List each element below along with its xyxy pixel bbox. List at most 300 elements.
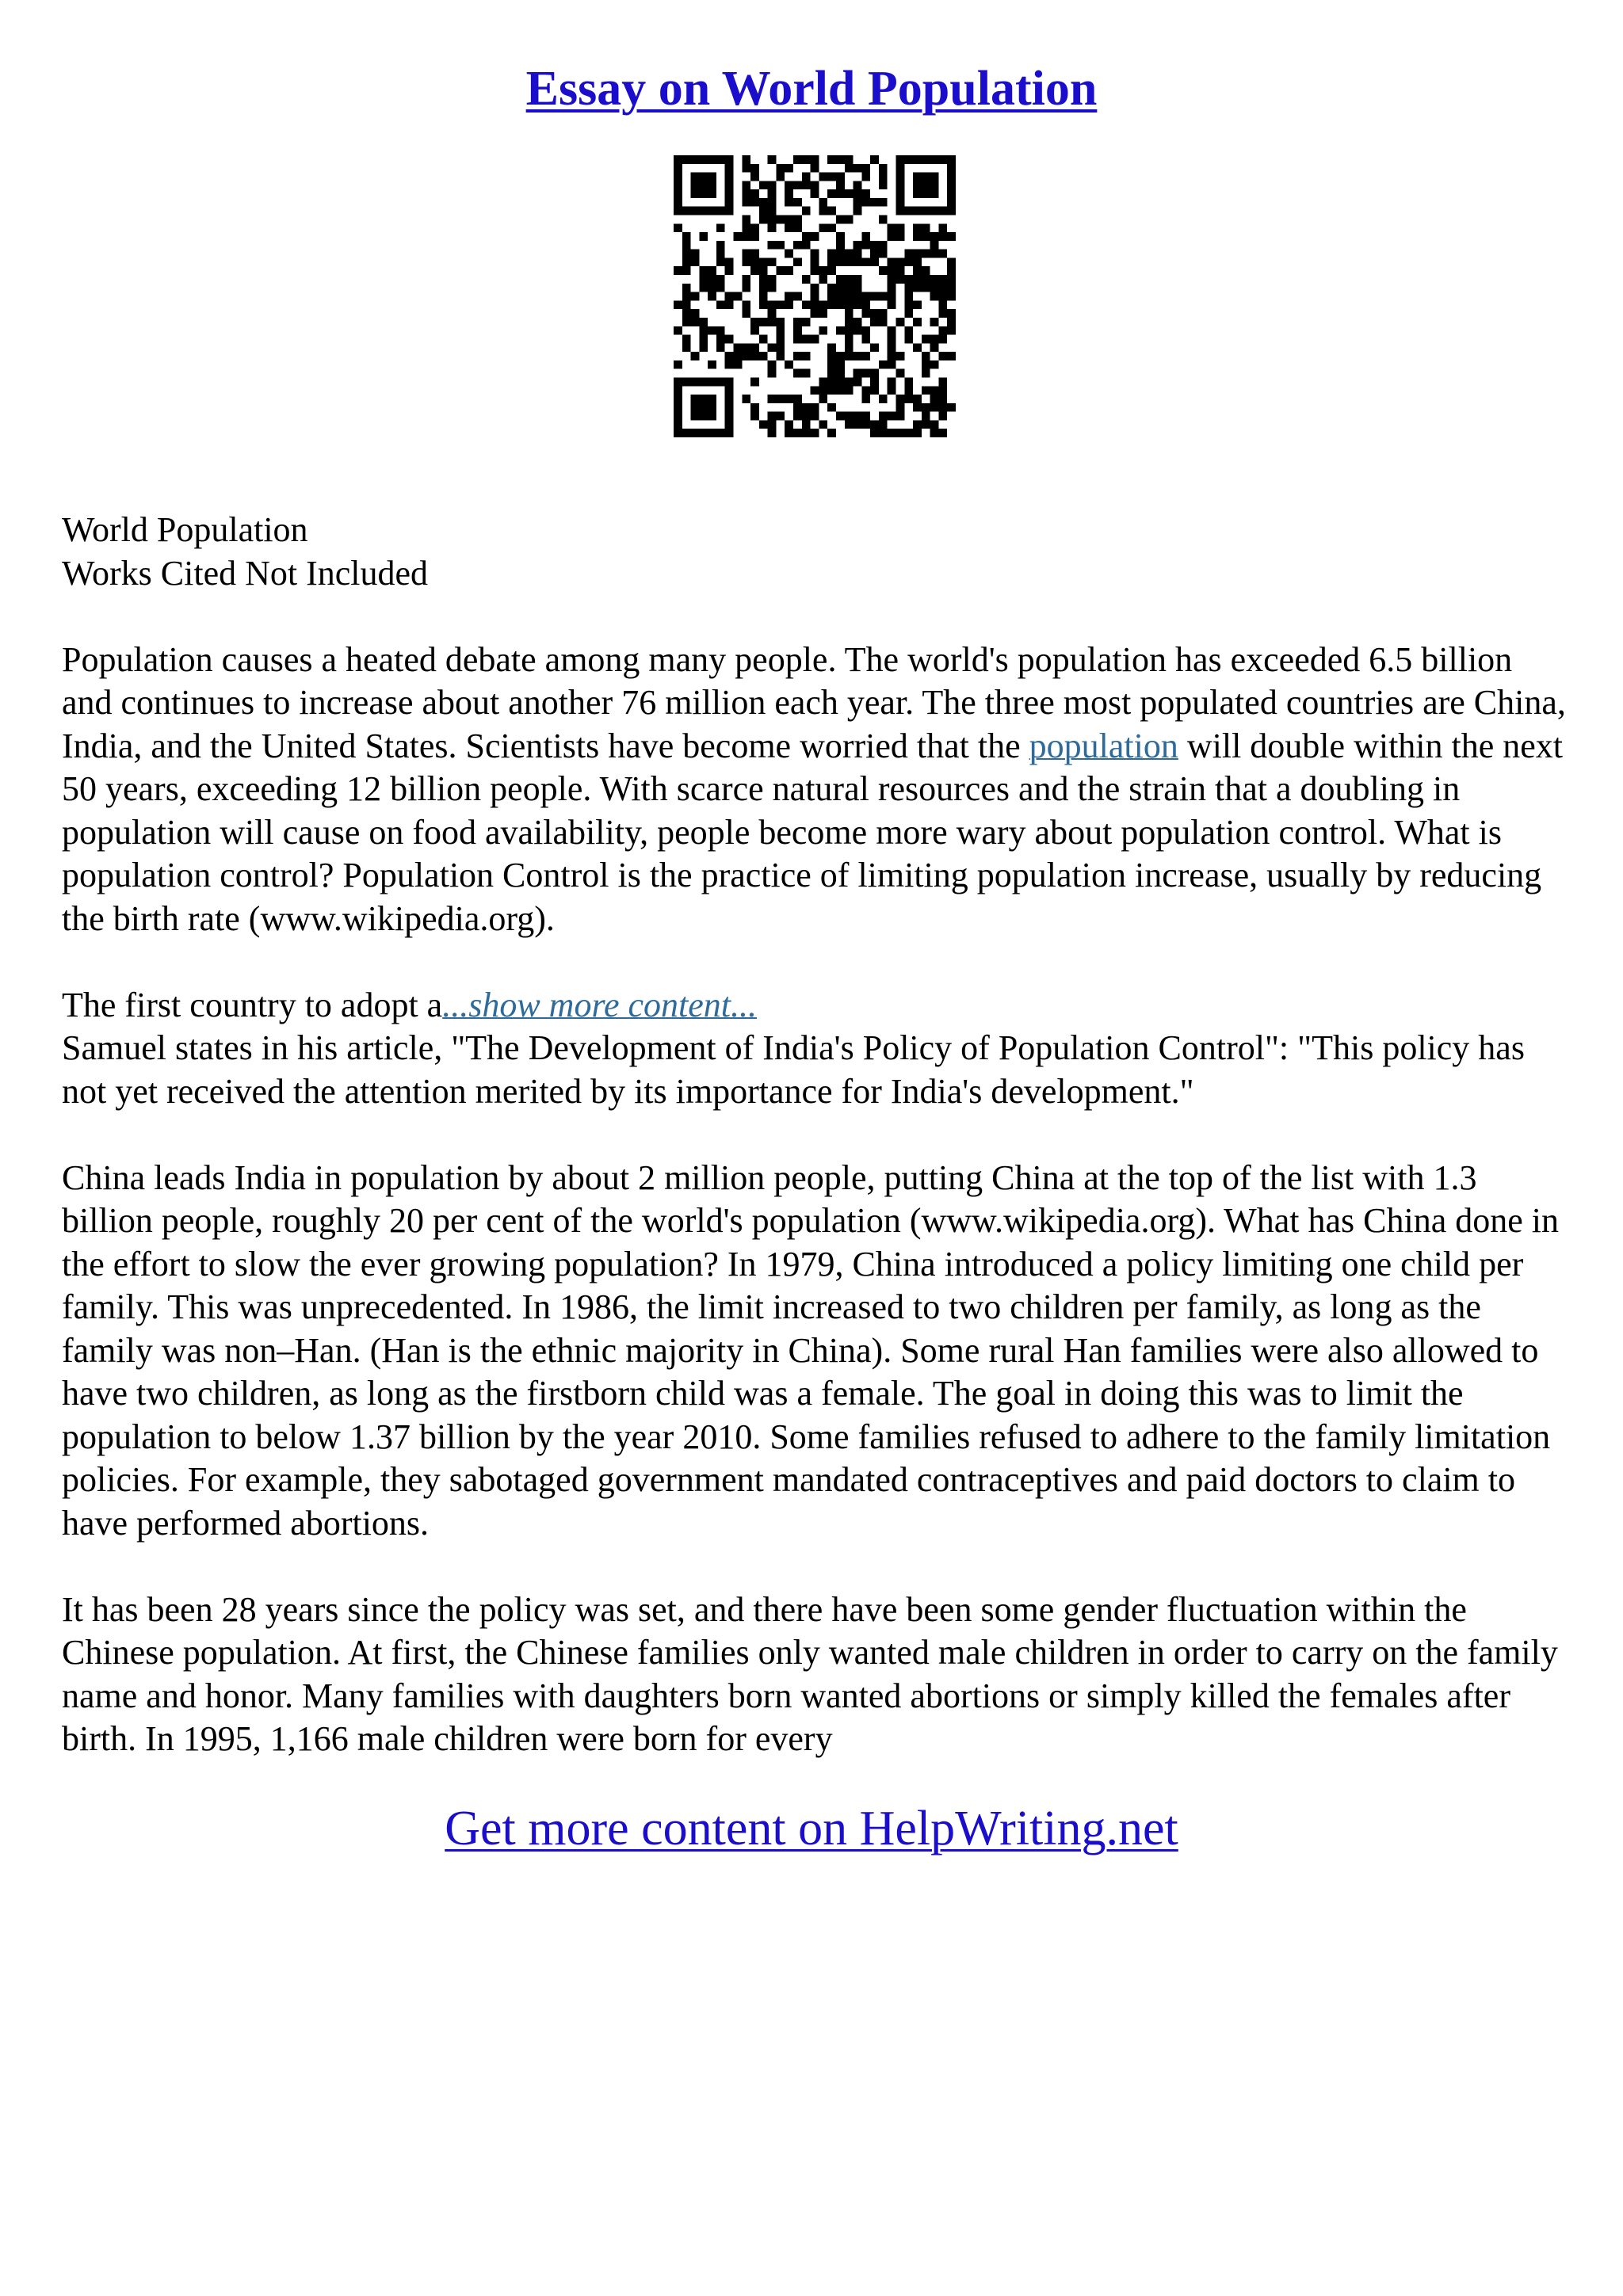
qr-module (750, 343, 759, 352)
qr-module (768, 198, 777, 207)
qr-module (674, 300, 682, 309)
qr-module (854, 420, 862, 429)
qr-module (827, 343, 836, 352)
qr-module (725, 395, 734, 403)
qr-module (750, 250, 759, 258)
qr-module (793, 412, 802, 421)
qr-module (674, 386, 682, 395)
qr-module (913, 173, 922, 181)
qr-module (896, 352, 904, 360)
qr-module (691, 155, 700, 164)
qr-module (699, 326, 708, 335)
qr-module (674, 198, 682, 207)
qr-module (699, 232, 708, 241)
qr-module (904, 395, 913, 403)
heading-note: Works Cited Not Included (62, 553, 429, 593)
qr-module (896, 155, 904, 164)
qr-module (785, 250, 793, 258)
qr-module (750, 266, 759, 275)
qr-module (682, 292, 691, 301)
qr-module (904, 250, 913, 258)
qr-module (938, 395, 947, 403)
qr-module (888, 292, 896, 301)
qr-module (896, 275, 904, 284)
qr-module (768, 300, 777, 309)
qr-module (785, 223, 793, 232)
qr-module (845, 215, 854, 224)
qr-module (716, 155, 725, 164)
qr-module (913, 232, 922, 241)
qr-module (896, 232, 904, 241)
qr-module (802, 232, 811, 241)
qr-module (854, 318, 862, 326)
qr-module (913, 420, 922, 429)
qr-module (682, 335, 691, 344)
qr-module (674, 420, 682, 429)
qr-module (930, 275, 939, 284)
qr-module (836, 189, 845, 198)
qr-module (888, 232, 896, 241)
qr-module (836, 257, 845, 266)
qr-module (938, 223, 947, 232)
qr-module (870, 292, 879, 301)
qr-module (716, 300, 725, 309)
qr-module (870, 250, 879, 258)
qr-module (947, 257, 956, 266)
paragraph-2 (62, 984, 1568, 1114)
qr-module (861, 326, 870, 335)
qr-module (845, 420, 854, 429)
qr-module (854, 275, 862, 284)
qr-module (725, 266, 734, 275)
qr-module (708, 266, 716, 275)
qr-module (836, 386, 845, 395)
qr-module (682, 284, 691, 292)
paragraph-2-rest: Samuel states in his article, "The Development of India's Policy of Population Control": "This policy has not yet received the attention merited by its importance for India's development." (62, 1028, 1525, 1111)
qr-module (750, 173, 759, 181)
qr-module (725, 403, 734, 412)
qr-module (819, 275, 827, 284)
qr-module (819, 198, 827, 207)
qr-module (819, 309, 827, 318)
qr-module (947, 189, 956, 198)
qr-module (879, 360, 888, 369)
qr-module (836, 352, 845, 360)
qr-module (725, 429, 734, 437)
qr-module (750, 377, 759, 386)
qr-module (682, 377, 691, 386)
qr-module (793, 215, 802, 224)
qr-module (861, 352, 870, 360)
qr-module (913, 318, 922, 326)
qr-module (870, 241, 879, 250)
qr-module (682, 429, 691, 437)
qr-module (716, 275, 725, 284)
qr-module (691, 377, 700, 386)
qr-module (845, 155, 854, 164)
qr-module (827, 369, 836, 378)
qr-module (947, 284, 956, 292)
qr-module (888, 223, 896, 232)
qr-module (930, 420, 939, 429)
qr-module (674, 360, 682, 369)
qr-module (930, 318, 939, 326)
qr-module (734, 352, 743, 360)
qr-module (708, 360, 716, 369)
qr-module (759, 275, 768, 284)
qr-module (802, 300, 811, 309)
qr-module (827, 189, 836, 198)
qr-module (708, 181, 716, 189)
qr-module (682, 309, 691, 318)
qr-module (768, 343, 777, 352)
qr-module (922, 360, 930, 369)
qr-module (682, 241, 691, 250)
qr-module (725, 360, 734, 369)
qr-module (759, 284, 768, 292)
qr-module (930, 173, 939, 181)
qr-module (870, 155, 879, 164)
qr-module (691, 250, 700, 258)
qr-module (947, 266, 956, 275)
qr-module (811, 386, 819, 395)
qr-module (938, 250, 947, 258)
qr-module (836, 326, 845, 335)
qr-module (811, 429, 819, 437)
qr-module (854, 198, 862, 207)
qr-module (854, 412, 862, 421)
qr-module (742, 352, 750, 360)
qr-module (811, 250, 819, 258)
qr-module (802, 173, 811, 181)
qr-module (819, 377, 827, 386)
qr-module (938, 412, 947, 421)
qr-module (870, 198, 879, 207)
qr-module (930, 241, 939, 250)
qr-module (750, 198, 759, 207)
qr-module (904, 207, 913, 215)
qr-module (861, 189, 870, 198)
qr-module (938, 232, 947, 241)
qr-module (845, 335, 854, 344)
qr-module (938, 275, 947, 284)
qr-module (870, 420, 879, 429)
qr-module (947, 155, 956, 164)
qr-module (845, 189, 854, 198)
qr-module (904, 275, 913, 284)
footer (0, 1797, 1623, 1860)
qr-module (768, 369, 777, 378)
qr-module (793, 155, 802, 164)
qr-module (785, 395, 793, 403)
qr-module (836, 377, 845, 386)
qr-module (716, 257, 725, 266)
qr-module (845, 300, 854, 309)
qr-module (888, 386, 896, 395)
qr-module (785, 181, 793, 189)
qr-module (699, 189, 708, 198)
qr-module (708, 207, 716, 215)
qr-module (879, 309, 888, 318)
qr-module (819, 300, 827, 309)
qr-module (811, 292, 819, 301)
qr-module (811, 300, 819, 309)
qr-module (904, 257, 913, 266)
qr-module (674, 164, 682, 173)
qr-module (708, 326, 716, 335)
qr-module (938, 377, 947, 386)
qr-module (854, 300, 862, 309)
qr-module (827, 360, 836, 369)
qr-module (904, 335, 913, 344)
qr-module (938, 403, 947, 412)
qr-module (793, 241, 802, 250)
qr-module (674, 189, 682, 198)
qr-module (930, 429, 939, 437)
qr-module (768, 429, 777, 437)
qr-module (827, 207, 836, 215)
qr-module (699, 284, 708, 292)
qr-module (708, 284, 716, 292)
qr-module (888, 275, 896, 284)
qr-module (913, 257, 922, 266)
qr-module (682, 318, 691, 326)
qr-module (716, 207, 725, 215)
qr-module (845, 257, 854, 266)
qr-module (768, 360, 777, 369)
qr-module (904, 155, 913, 164)
qr-module (793, 326, 802, 335)
paragraph-2-lead: The first country to adopt a (62, 985, 443, 1024)
qr-module (699, 155, 708, 164)
paragraph-4: It has been 28 years since the policy was set, and there have been some gender fluctuation within the Chinese population. At first, the Chinese families only wanted male children in order to carry on the family name and honor. Many families with daughters born wanted abortions or simply killed the females after birth. In 1995, 1,166 male children were born for every (62, 1589, 1558, 1758)
qr-module (725, 198, 734, 207)
qr-module (802, 429, 811, 437)
qr-module (922, 189, 930, 198)
qr-module (776, 352, 785, 360)
qr-module (768, 318, 777, 326)
qr-module (750, 223, 759, 232)
qr-module (682, 343, 691, 352)
qr-module (768, 420, 777, 429)
qr-module (836, 215, 845, 224)
qr-module (854, 189, 862, 198)
qr-module (888, 360, 896, 369)
qr-module (854, 326, 862, 335)
qr-module (836, 360, 845, 369)
qr-module (870, 386, 879, 395)
qr-module (708, 275, 716, 284)
qr-module (785, 189, 793, 198)
qr-module (861, 300, 870, 309)
qr-module (699, 207, 708, 215)
qr-module (785, 360, 793, 369)
qr-module (691, 189, 700, 198)
qr-module (922, 181, 930, 189)
qr-module (811, 189, 819, 198)
qr-module (930, 360, 939, 369)
qr-module (742, 215, 750, 224)
qr-module (845, 412, 854, 421)
qr-module (827, 386, 836, 395)
qr-module (682, 250, 691, 258)
qr-module (913, 343, 922, 352)
qr-module (776, 318, 785, 326)
qr-module (854, 181, 862, 189)
qr-module (947, 326, 956, 335)
essay-body (62, 509, 1568, 1804)
page-title (0, 57, 1623, 120)
qr-module (819, 223, 827, 232)
qr-module (716, 343, 725, 352)
qr-module (682, 207, 691, 215)
qr-module (938, 207, 947, 215)
qr-module (879, 173, 888, 181)
qr-module (947, 198, 956, 207)
qr-module (904, 386, 913, 395)
qr-module (922, 173, 930, 181)
qr-module (708, 173, 716, 181)
qr-module (776, 241, 785, 250)
qr-module (759, 420, 768, 429)
qr-module (888, 257, 896, 266)
qr-module (768, 257, 777, 266)
qr-module (691, 207, 700, 215)
qr-module (938, 429, 947, 437)
qr-module (742, 155, 750, 164)
qr-module (896, 369, 904, 378)
qr-module (930, 250, 939, 258)
qr-module (947, 181, 956, 189)
qr-module (861, 395, 870, 403)
footer-link[interactable]: Get more content on HelpWriting.net (445, 1802, 1178, 1855)
qr-module (913, 250, 922, 258)
qr-module (827, 300, 836, 309)
qr-module (699, 275, 708, 284)
qr-module (793, 181, 802, 189)
title-link[interactable]: Essay on World Population (525, 62, 1098, 116)
qr-module (768, 223, 777, 232)
qr-module (854, 241, 862, 250)
qr-module (674, 223, 682, 232)
qr-module (947, 352, 956, 360)
qr-module (938, 292, 947, 301)
qr-module (742, 275, 750, 284)
qr-module (759, 318, 768, 326)
qr-module (836, 250, 845, 258)
qr-module (742, 284, 750, 292)
qr-module (870, 343, 879, 352)
qr-module (930, 403, 939, 412)
qr-module (725, 292, 734, 301)
qr-module (854, 164, 862, 173)
qr-module (888, 377, 896, 386)
qr-module (904, 292, 913, 301)
qr-module (947, 292, 956, 301)
qr-module (922, 386, 930, 395)
qr-module (861, 335, 870, 344)
qr-module (811, 155, 819, 164)
qr-module (674, 403, 682, 412)
qr-module (845, 318, 854, 326)
qr-module (827, 250, 836, 258)
qr-module (699, 266, 708, 275)
qr-module (938, 284, 947, 292)
qr-module (759, 181, 768, 189)
qr-module (870, 309, 879, 318)
qr-module (827, 403, 836, 412)
qr-module (768, 395, 777, 403)
qr-module (708, 403, 716, 412)
qr-module (708, 412, 716, 421)
qr-module (811, 335, 819, 344)
qr-module (750, 352, 759, 360)
qr-module (793, 369, 802, 378)
qr-module (750, 326, 759, 335)
qr-module (827, 223, 836, 232)
qr-module (759, 257, 768, 266)
qr-module (888, 335, 896, 344)
qr-module (861, 257, 870, 266)
qr-module (750, 232, 759, 241)
qr-module (870, 377, 879, 386)
paragraph-1-text-b: will double within the next 50 years, exceeding 12 billion people. With scarce natural resources and the strain that a doubling in population will cause on food availability, people become more wary about population control. What is population control? Population Control is the practice of limiting population increase, usually by reducing the birth rate (www.wikipedia.org). (62, 726, 1564, 938)
qr-module (861, 173, 870, 181)
qr-module (819, 173, 827, 181)
qr-module (938, 300, 947, 309)
qr-module (811, 232, 819, 241)
qr-module (913, 181, 922, 189)
qr-module (759, 207, 768, 215)
qr-module (930, 335, 939, 344)
qr-module (742, 309, 750, 318)
qr-module (725, 155, 734, 164)
qr-module (854, 284, 862, 292)
qr-module (768, 155, 777, 164)
qr-module (922, 403, 930, 412)
qr-module (725, 420, 734, 429)
qr-module (742, 257, 750, 266)
paragraph-1-text-a: Population causes a heated debate among many people. The world's population has exceeded 6.5 billion and continues to increase about another 76 million each year. The three most populated countries are China, India, and the United States. Scientists have become worried that the (62, 639, 1566, 765)
qr-module (870, 257, 879, 266)
qr-module (725, 173, 734, 181)
qr-module (682, 257, 691, 266)
show-more-link[interactable]: ...show more content... (442, 985, 757, 1024)
qr-module (725, 181, 734, 189)
qr-module (904, 429, 913, 437)
qr-module (836, 241, 845, 250)
qr-module (776, 395, 785, 403)
qr-module (922, 232, 930, 241)
qr-module (699, 318, 708, 326)
qr-module (904, 326, 913, 335)
qr-module (793, 223, 802, 232)
population-link[interactable]: population (1029, 726, 1178, 765)
qr-module (742, 232, 750, 241)
qr-module (845, 250, 854, 258)
qr-module (947, 173, 956, 181)
qr-module (725, 352, 734, 360)
qr-module (793, 395, 802, 403)
qr-module (750, 403, 759, 412)
qr-module (930, 207, 939, 215)
qr-module (913, 403, 922, 412)
qr-module (691, 352, 700, 360)
qr-module (836, 292, 845, 301)
qr-module (759, 215, 768, 224)
qr-module (750, 318, 759, 326)
qr-module (854, 377, 862, 386)
